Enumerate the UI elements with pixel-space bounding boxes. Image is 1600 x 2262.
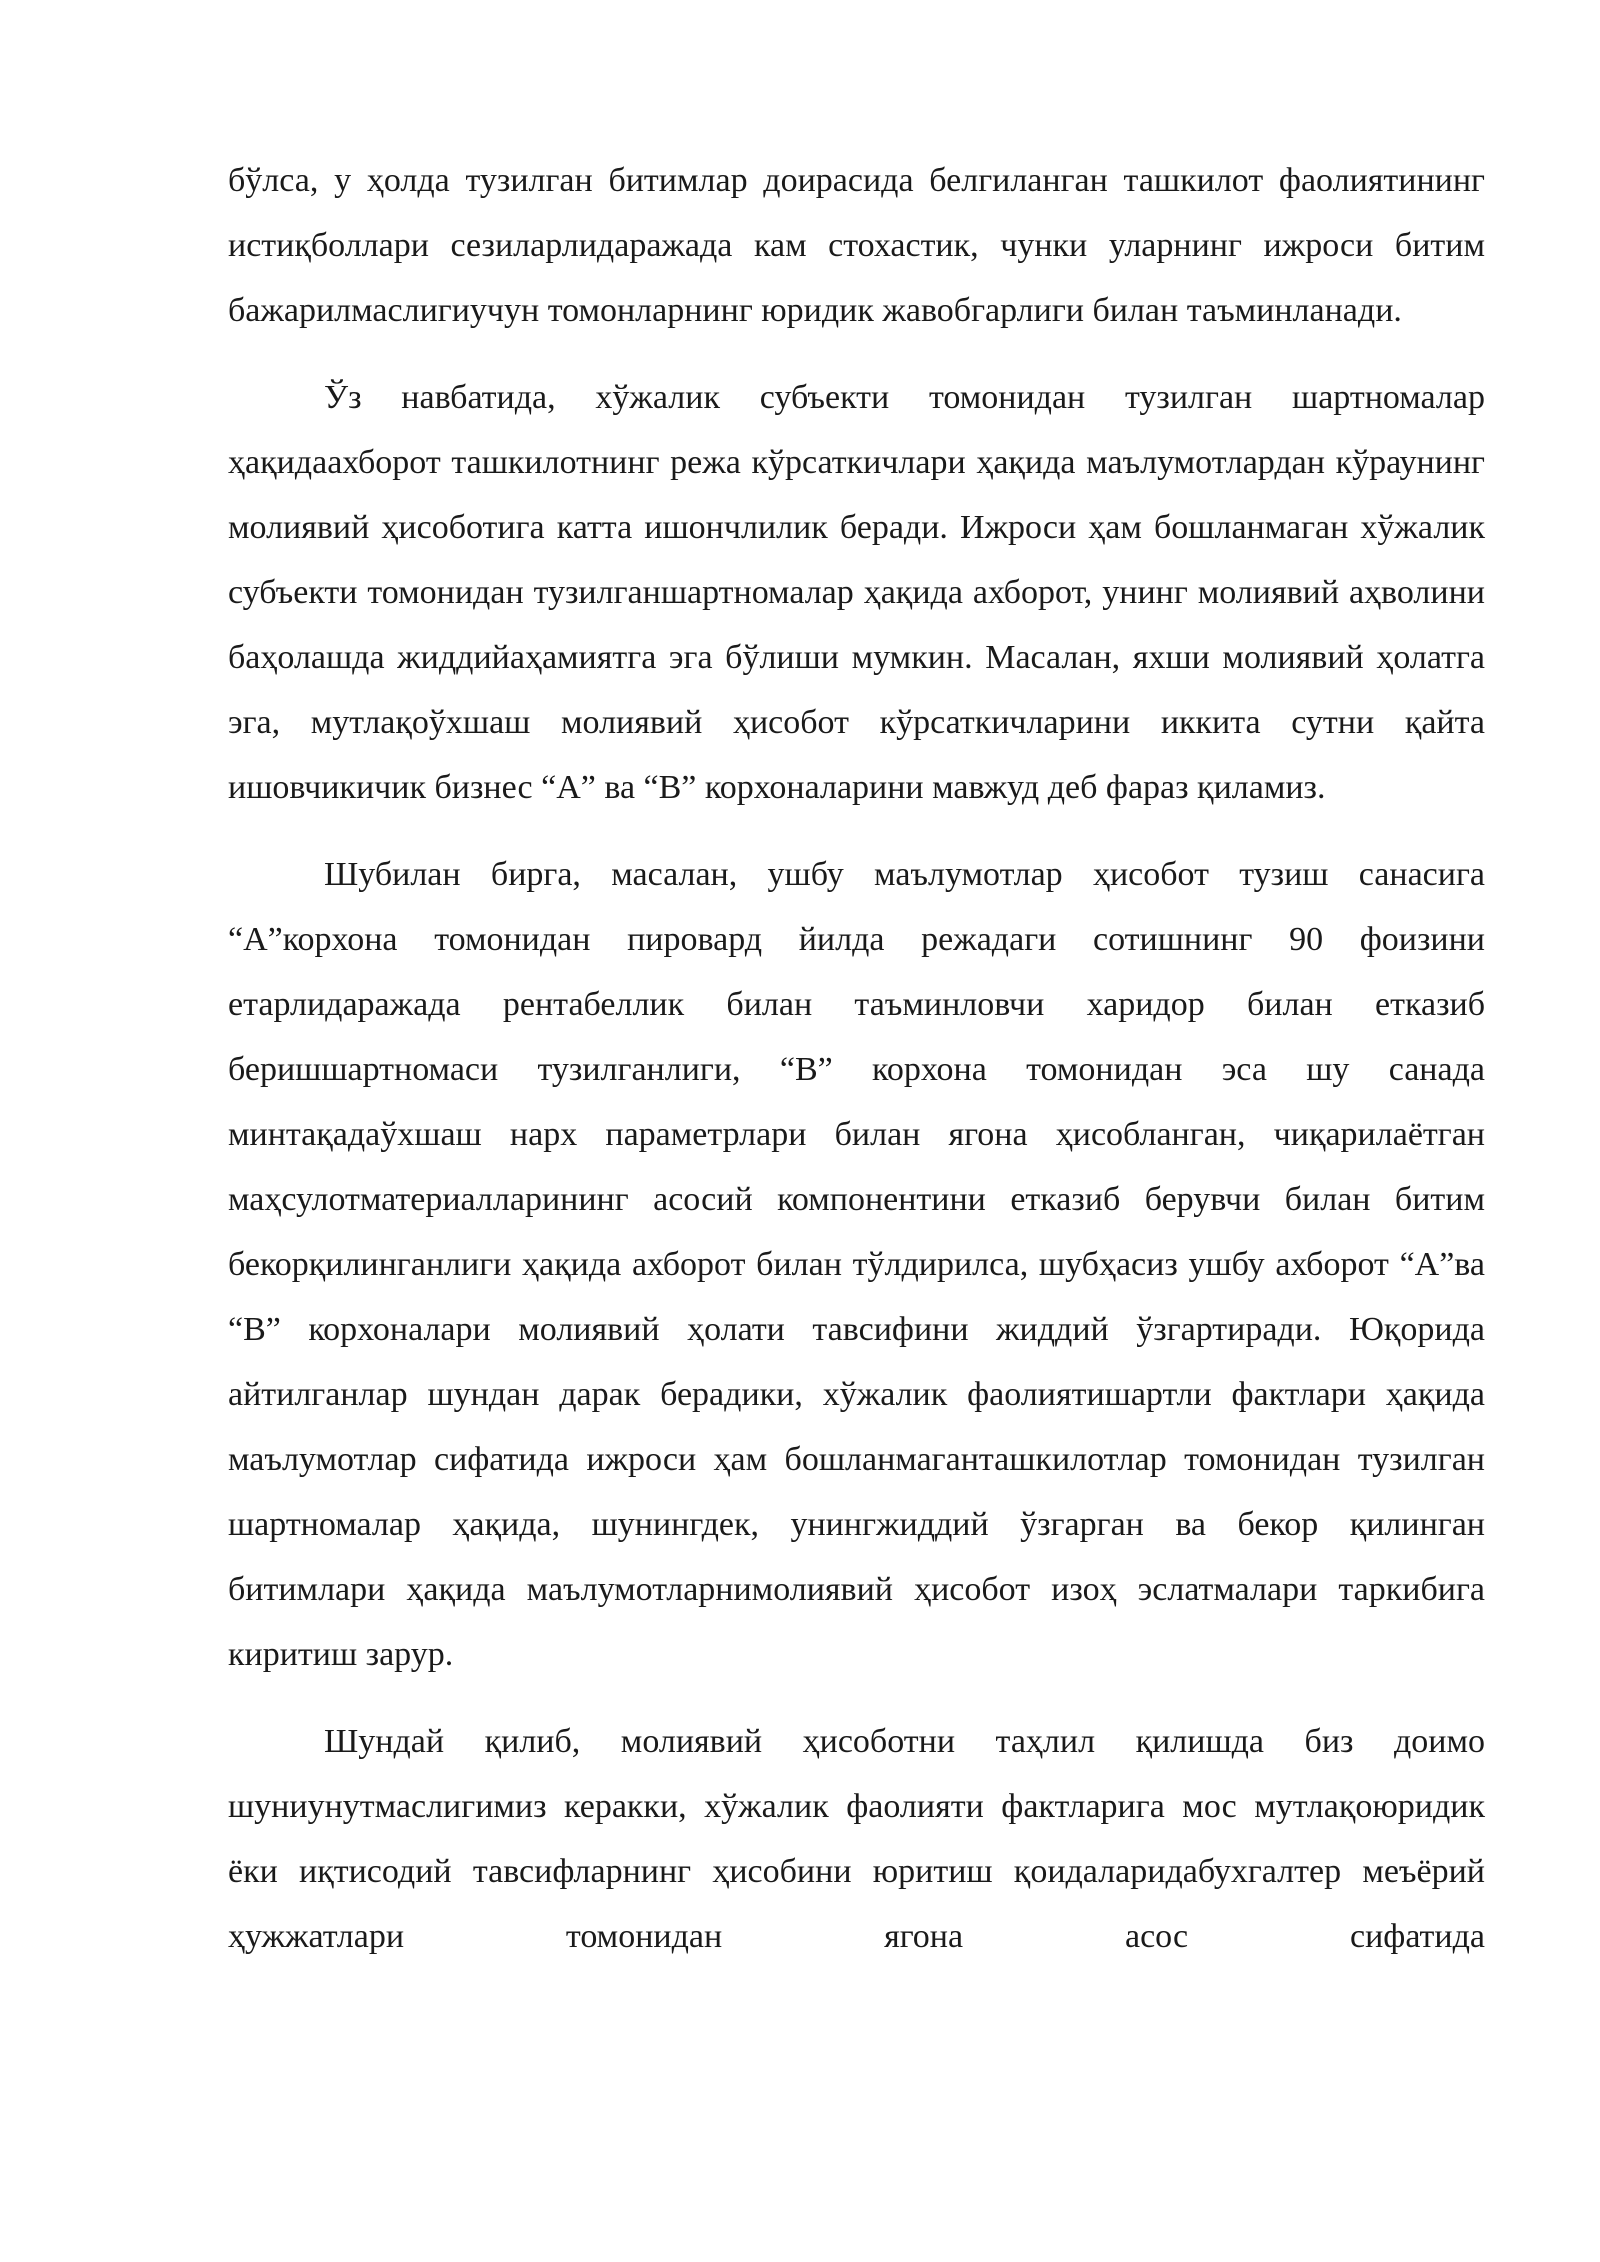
document-body	[228, 148, 1485, 1991]
paragraph-4: Шундай қилиб, молиявий ҳисоботни таҳлил қилишда биз доимо шуниунутмаслигимиз керакки, хўжалик фаолияти фактларига мос мутлақоюридик ёки иқтисодий тавсифларнинг ҳисобини юритиш қоидаларидабухгалтер меъёрий ҳужжатлари томонидан ягона асос сифатида	[228, 1723, 1485, 1955]
paragraph-3: Шубилан бирга, масалан, ушбу маълумотлар ҳисобот тузиш санасига “А”корхона томонидан пировард йилда режадаги сотишнинг 90 фоизини етарлидаражада рентабеллик билан таъминловчи харидор билан етказиб беришшартномаси тузилганлиги, “В” корхона томонидан эса шу санада минтақадаўхшаш нарх параметрлари билан ягона ҳисобланган, чиқарилаётган маҳсулотматериалларининг асосий компонентини етказиб берувчи билан битим бекорқилинганлиги ҳақида ахборот билан тўлдирилса, шубҳасиз ушбу ахборот “А”ва “В” корхоналари молиявий ҳолати тавсифини жиддий ўзгартиради. Юқорида айтилганлар шундан дарак берадики, хўжалик фаолиятишартли фактлари ҳақида маълумотлар сифатида ижроси ҳам бошланмаганташкилотлар томонидан тузилган шартномалар ҳақида, шунингдек, унингжиддий ўзгарган ва бекор қилинган битимлари ҳақида маълумотларнимолиявий ҳисобот изоҳ эслатмалари таркибига киритиш зарур.	[228, 856, 1485, 1673]
paragraph-2: Ўз навбатида, хўжалик субъекти томонидан тузилган шартномалар ҳақидаахборот ташкилотнинг режа кўрсаткичлари ҳақида маълумотлардан кўраунинг молиявий ҳисоботига катта ишончлилик беради. Ижроси ҳам бошланмаган хўжалик субъекти томонидан тузилганшартномалар ҳақида ахборот, унинг молиявий аҳволини баҳолашда жиддийаҳамиятга эга бўлиши мумкин. Масалан, яхши молиявий ҳолатга эга, мутлақоўхшаш молиявий ҳисобот кўрсаткичларини иккита сутни қайта ишовчикичик бизнес “А” ва “В” корхоналарини мавжуд деб фараз қиламиз.	[228, 379, 1485, 806]
paragraph-1: бўлса, у ҳолда тузилган битимлар доирасида белгиланган ташкилот фаолиятининг истиқболлари сезиларлидаражада кам стохастик, чунки уларнинг ижроси битим бажарилмаслигиучун томонларнинг юридик жавобгарлиги билан таъминланади.	[228, 162, 1485, 329]
